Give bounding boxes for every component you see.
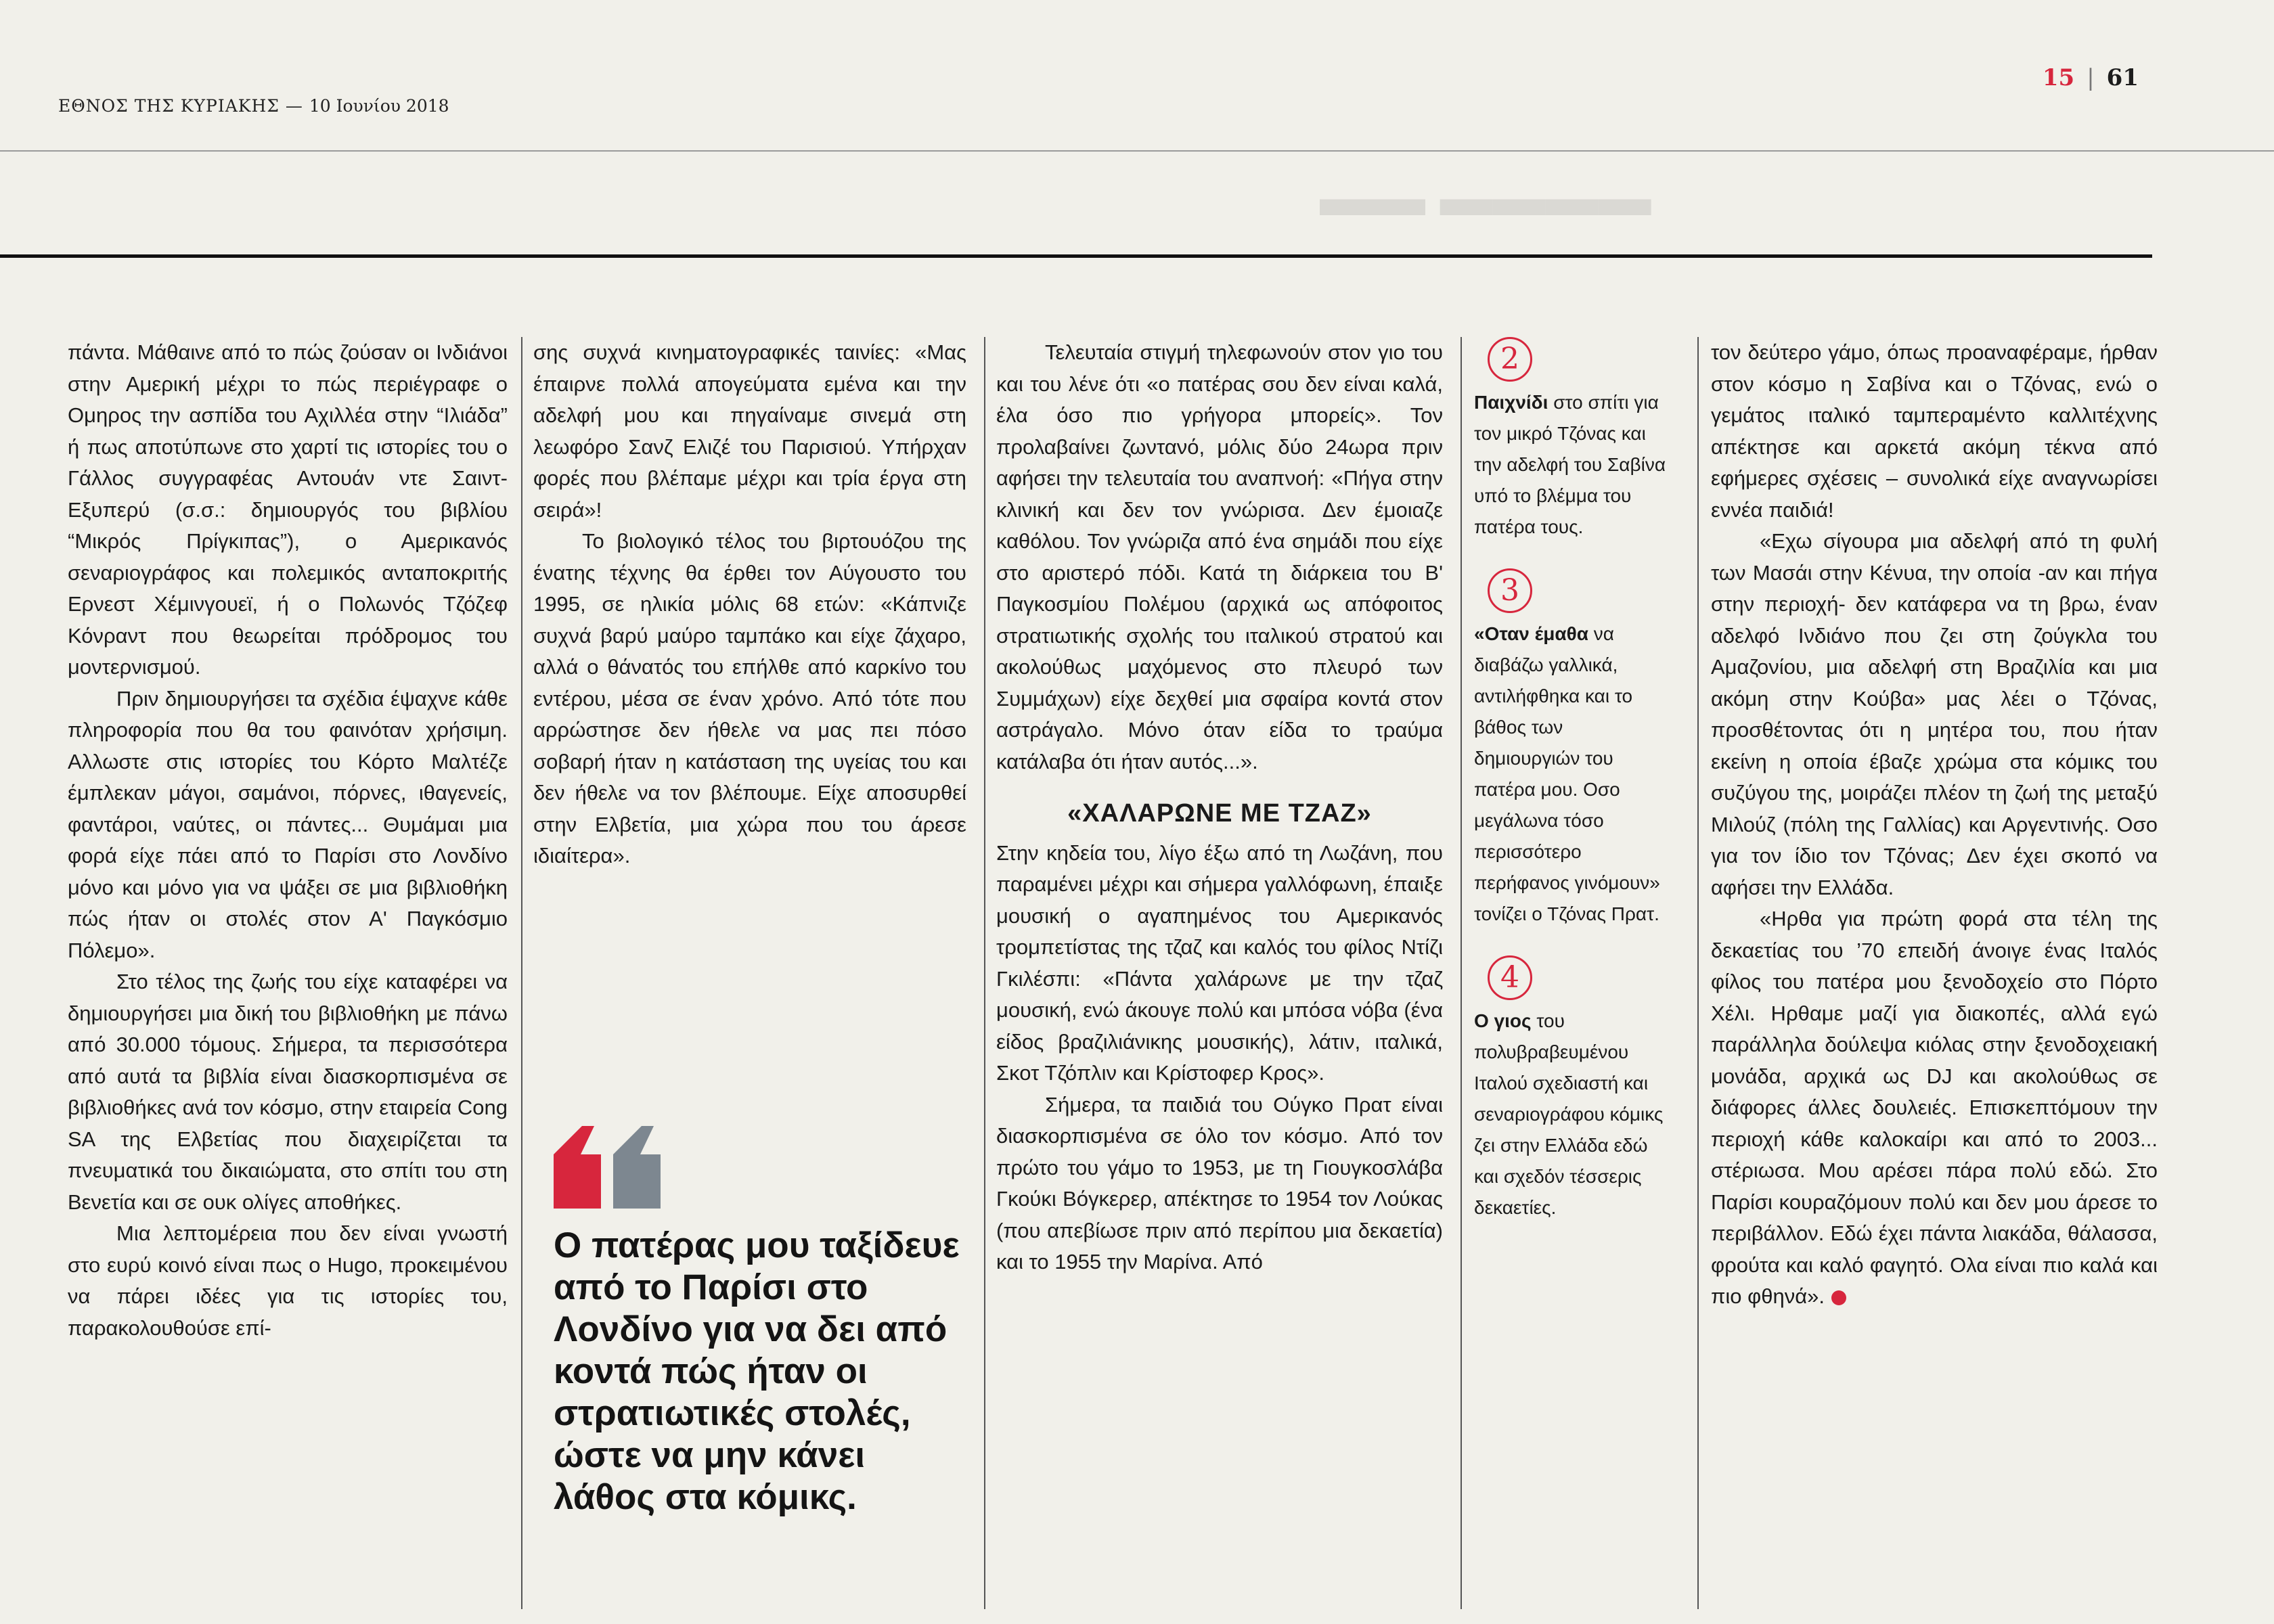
issue-date: 10 Ιουνίου 2018 [309, 96, 449, 116]
caption-lead: «Οταν έμαθα [1474, 623, 1588, 644]
page-numbers [2043, 64, 2139, 91]
end-of-article-dot-icon [1831, 1290, 1846, 1305]
caption-text: να διαβάζω γαλλικά, αντιλήφθηκα και το βάθος των δημιουργιών του πατέρα μου. Οσο μεγάλωνα τόσο περισσότερο περήφανος γινόμουν» τονίζει ο Τζόνας Πρατ. [1474, 623, 1660, 924]
caption-item [1474, 568, 1670, 930]
article-column-1 [68, 337, 508, 1344]
paragraph: Το βιολογικό τέλος του βιρτουόζου της ένατης τέχνης θα έρθει τον Αύγουστο του 1995, σε ηλικία μόλις 68 ετών: «Κάπνιζε συχνά βαρύ μαύρο ταμπάκο και είχε ζάχαρο, αλλά ο θάνατός του επήλθε από καρκίνο του εντέρου, μέσα σε έναν χρόνο. Από τότε που αρρώστησε δεν ήθελε να μας πει πόσο σοβαρή ήταν η κατάσταση της υγείας του και δεν ήθελε να τον βλέπουμε. Είχε αποσυρθεί στην Ελβετία, μια χώρα που του άρεσε ιδιαίτερα». [533, 529, 966, 867]
section-page-number: 15 [2042, 64, 2075, 91]
page-number-divider: | [2087, 64, 2095, 91]
caption-lead: Ο γιος [1474, 1010, 1532, 1031]
paragraph: Στο τέλος της ζωής του είχε καταφέρει να δημιουργήσει μια δική του βιβλιοθήκη με πάνω από 30.000 τόμους. Σήμερα, τα περισσότερα από αυτά τα βιβλία είναι διασκορπισμένα σε βιβλιοθήκες ανά τον κόσμο, στην εταιρεία Cong SA της Ελβετίας που διαχειρίζεται τα πνευματικά του δικαιώματα, στο σπίτι του στη Βενετία και σε ουκ ολίγες αποθήκες. [68, 970, 508, 1214]
article-column-3 [996, 337, 1443, 1278]
paragraph-final [1711, 903, 2158, 1313]
paragraph: Στην κηδεία του, λίγο έξω από τη Λωζάνη, που παραμένει μέχρι και σήμερα γαλλόφωνη, έπαιξε μουσική ο αγαπημένος του Αμερικανός τρομπετίστας της τζαζ και καλός του φίλος Ντίζι Γκιλέσπι: «Πάντα χαλάρωνε με την τζαζ μουσική, ενώ άκουγε πολύ και μπόσα νόβα (ένα είδος βραζιλιάνικης μουσικής), λάτιν, ιταλικά, Σκοτ Τζόπλιν και Κρίστοφερ Κρος». [996, 840, 1443, 1085]
column-rule [984, 337, 985, 1609]
paragraph: Μια λεπτομέρεια που δεν είναι γνωστή στο ευρύ κοινό είναι πως ο Hugo, προκειμένου να πάρει ιδέες για τις ιστορίες του, παρακολουθούσε επί- [68, 1221, 508, 1340]
header-rule [0, 150, 2274, 152]
paragraph: Σήμερα, τα παιδιά του Ούγκο Πρατ είναι διασκορπισμένα σε όλο τον κόσμο. Από τον πρώτο του γάμο το 1953, με τη Γιουγκοσλάβα Γκούκι Βόγκερερ, απέκτησε το 1954 τον Λούκας (που απεβίωσε πριν από περίπου μια δεκαετία) και το 1955 την Μαρίνα. Από [996, 1092, 1443, 1273]
quotation-mark-icon [547, 1121, 669, 1218]
caption-text: στο σπίτι για τον μικρό Τζόνας και την αδελφή του Σαβίνα υπό το βλέμμα του πατέρα τους. [1474, 392, 1666, 537]
caption-number-badge: 2 [1488, 337, 1532, 382]
column-rule [521, 337, 522, 1609]
paragraph: σης συχνά κινηματογραφικές ταινίες: «Μας έπαιρνε πολλά απογεύματα εμένα και την αδελφή μου και πηγαίναμε σινεμά στη λεωφόρο Σανζ Ελιζέ του Παρισιού. Υπήρχαν φορές που βλέπαμε μέχρι και τρία έργα στη σειρά»! [533, 340, 966, 522]
publication-name: ΕΘΝΟΣ ΤΗΣ ΚΥΡΙΑΚΗΣ — [58, 96, 303, 116]
show-through-from-reverse-page: ▬▬ ▬▬▬▬ [1320, 167, 1651, 227]
photo-captions [1474, 337, 1670, 1249]
pull-quote: Ο πατέρας μου ταξίδευε από το Παρίσι στο Λονδίνο για να δει από κοντά πώς ήταν οι στρατιωτικές στολές, ώστε να μην κάνει λάθος στα κόμικς. [554, 1225, 960, 1517]
caption-text: του πολυβραβευμένου Ιταλού σχεδιαστή και σεναριογράφου κόμικς ζει στην Ελλάδα εδώ και σχεδόν τέσσερις δεκαετίες. [1474, 1010, 1664, 1218]
subheading: «ΧΑΛΑΡΩΝΕ ΜΕ ΤΖΑΖ» [1067, 799, 1372, 828]
section-divider-rule [0, 254, 2152, 258]
column-rule [1697, 337, 1699, 1609]
column-rule [1461, 337, 1462, 1609]
paragraph: «Εχω σίγουρα μια αδελφή από τη φυλή των Μασάι στην Κένυα, την οποία -αν και πήγα στην περιοχή- δεν κατάφερα να τη βρω, έναν αδελφό Ινδιάνο που ζει στη ζούγκλα του Αμαζονίου, μια αδελφή στη Βραζιλία και μια ακόμη στην Κούβα» μας λέει ο Τζόνας, προσθέτοντας ότι η μητέρα του, που ήταν εκείνη η οποία έβαζε χρώμα στα κόμικς του συζύγου της, μοιράζει πλέον τη ζωή της μεταξύ Μιλούζ (πόλη της Γαλλίας) και Αργεντινής. Οσο για τον ίδιο τον Τζόνας; Δεν έχει σκοπό να αφήσει την Ελλάδα. [1711, 529, 2158, 899]
paragraph: Τελευταία στιγμή τηλεφωνούν στον γιο του και του λένε ότι «ο πατέρας σου δεν είναι καλά, έλα όσο πιο γρήγορα μπορείς». Τον προλαβαίνει ζωντανό, μόλις δύο 24ωρα πριν αφήσει την τελευταία του αναπνοή: «Πήγα στην κλινική και δεν τον γνώρισα. Δεν έμοιαζε καθόλου. Τον γνώριζα από ένα σημάδι που είχε στο αριστερό πόδι. Κατά τη διάρκεια του Β' Παγκοσμίου Πολέμου (αρχικά ως απόφοιτος στρατιωτικής σχολής του ιταλικού στρατού και ακολούθως μαχόμενος στο πλευρό των Συμμάχων) είχε δεχθεί μια σφαίρα κοντά στον αστράγαλο. Μόνο όταν είδα το τραύμα κατάλαβα ότι ήταν αυτός...». [996, 340, 1443, 773]
paragraph: Πριν δημιουργήσει τα σχέδια έψαχνε κάθε πληροφορία που θα του φαινόταν χρήσιμη. Αλλωστε στις ιστορίες του Κόρτο Μαλτέζε έμπλεκαν μάγοι, σαμάνοι, πόρνες, ιθαγενείς, φαντάροι, ναύτες, οι πάντες... Θυμάμαι μια φορά είχε πάει από το Παρίσι στο Λονδίνο μόνο και μόνο για να ψάξει σε μια βιβλιοθήκη πώς ήταν οι στολές στον Α' Παγκόσμιο Πόλεμο». [68, 686, 508, 962]
caption-number-badge: 4 [1488, 955, 1532, 1000]
caption-item [1474, 955, 1670, 1223]
article-column-5 [1711, 337, 2158, 1313]
page-number: 61 [2106, 64, 2139, 91]
caption-item [1474, 337, 1670, 543]
caption-lead: Παιχνίδι [1474, 392, 1548, 413]
article-column-2 [533, 337, 966, 872]
paragraph: τον δεύτερο γάμο, όπως προαναφέραμε, ήρθαν στον κόσμο η Σαβίνα και ο Τζόνας, ενώ ο γεμάτος ιταλικό ταμπεραμέντο καλλιτέχνης απέκτησε και αρκετά ακόμη τέκνα από εφήμερες σχέσεις – συνολικά είχε αναγνωρίσει εννέα παιδιά! [1711, 340, 2158, 522]
paragraph-text: «Ηρθα για πρώτη φορά στα τέλη της δεκαετίας του ’70 επειδή άνοιγε ένας Ιταλός φίλος του πατέρα μου ξενοδοχείο στο Πόρτο Χέλι. Ηρθαμε μαζί για διακοπές, αλλά εγώ παράλληλα δούλεψα κιόλας στην ξενοδοχειακή μονάδα, αρχικά ως DJ και ακολούθως σε διάφορες άλλες δουλειές. Επισκεπτόμουν την περιοχή κάθε καλοκαίρι και από το 2003... στέριωσα. Μου αρέσει πάρα πολύ εδώ. Στο Παρίσι κουραζόμουν πολύ και δεν μου άρεσε το περιβάλλον. Εδώ έχει πάντα λιακάδα, θάλασσα, φρούτα και καλό φαγητό. Ολα είναι πιο καλά και πιο φθηνά». [1711, 907, 2158, 1308]
masthead [58, 96, 449, 116]
caption-number-badge: 3 [1488, 568, 1532, 613]
paragraph: πάντα. Μάθαινε από το πώς ζούσαν οι Ινδιάνοι στην Αμερική μέχρι το πώς περιέγραφε ο Ομηρος την ασπίδα του Αχιλλέα στην “Ιλιάδα” ή πως αποτύπωνε στο χαρτί τις ιστορίες του ο Γάλλος συγγραφέας Αντουάν ντε Σαιντ-Εξυπερύ (σ.σ.: δημιουργός του βιβλίου “Μικρός Πρίγκιπας”), ο Αμερικανός σεναριογράφος και πολεμικός ανταποκριτής Ερνεστ Χέμινγουεϊ, ή ο Πολωνός Τζόζεφ Κόνραντ που θεωρείται πρόδρομος του μοντερνισμού. [68, 340, 508, 679]
